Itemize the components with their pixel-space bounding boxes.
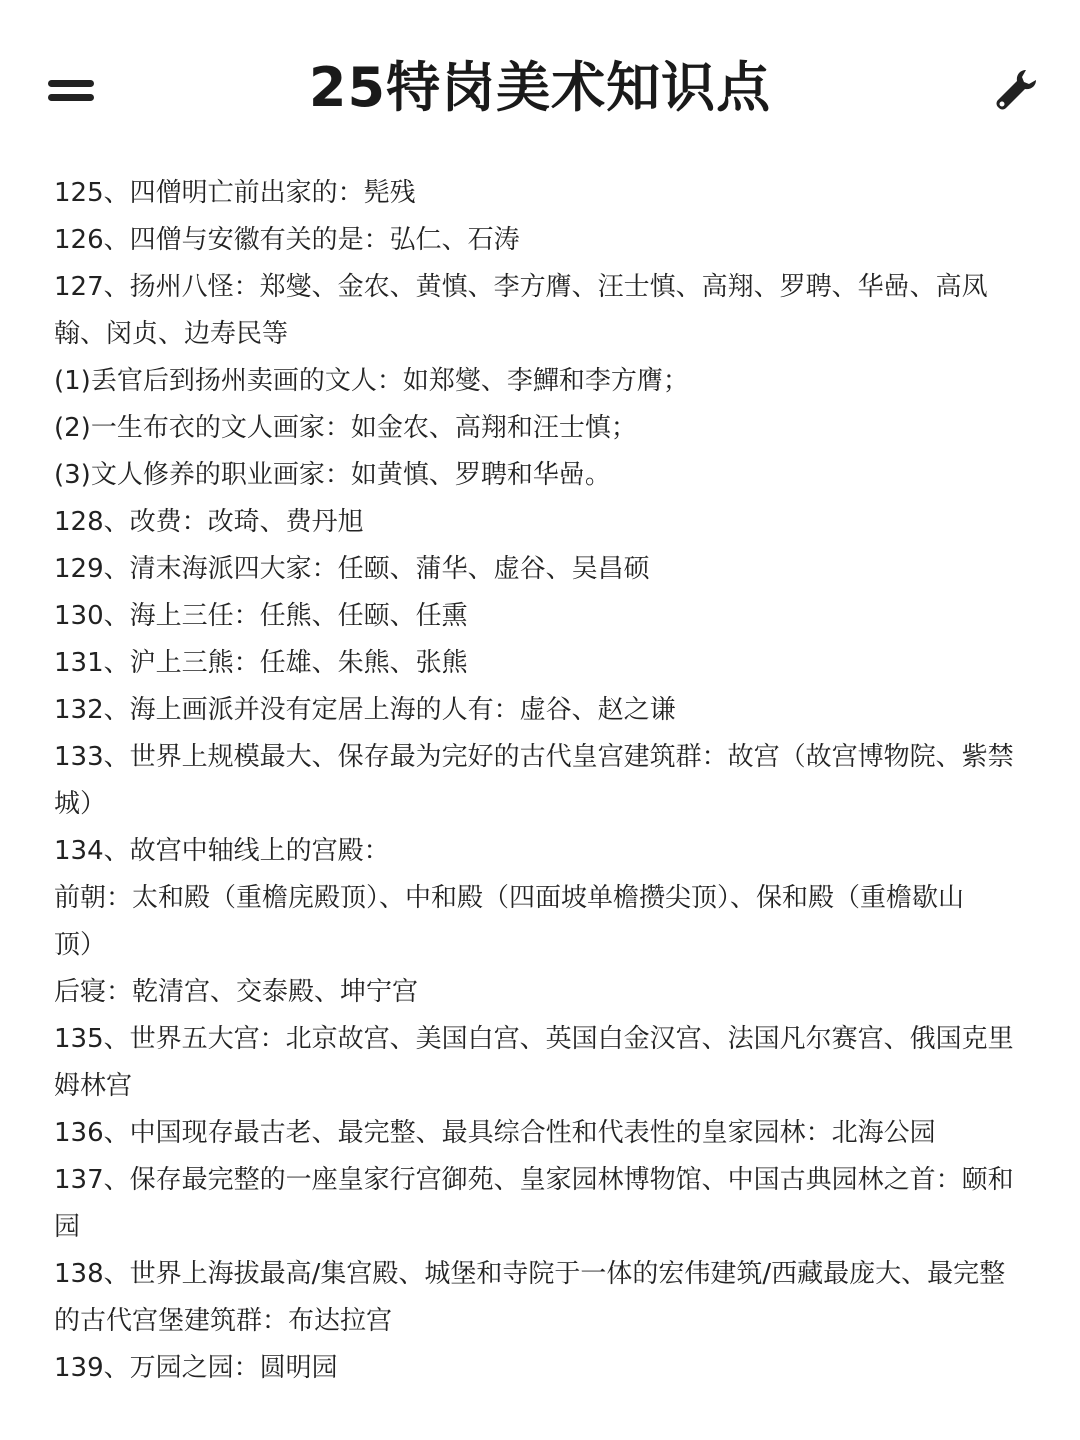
list-item: 126、四僧与安徽有关的是：弘仁、石涛 [54,225,520,255]
list-item: 园 [54,1212,81,1242]
list-item: (2)一生布衣的文人画家：如金农、高翔和汪士慎； [54,413,637,443]
list-item: 139、万园之园：圆明园 [54,1353,338,1383]
list-item: 顶） [54,930,107,960]
list-item: 133、世界上规模最大、保存最为完好的古代皇宫建筑群：故宫（故宫博物院、紫禁 [54,742,1014,772]
list-item: 134、故宫中轴线上的宫殿： [54,836,390,866]
list-item: 131、沪上三熊：任雄、朱熊、张熊 [54,648,468,678]
list-item: 前朝：太和殿（重檐庑殿顶）、中和殿（四面坡单檐攒尖顶）、保和殿（重檐歇山 [54,883,965,913]
list-item: (1)丢官后到扬州卖画的文人：如郑燮、李鱓和李方膺； [54,366,689,396]
list-item: 后寝：乾清宫、交泰殿、坤宁宫 [54,977,419,1007]
list-item: 128、改费：改琦、费丹旭 [54,507,364,537]
list-item: 翰、闵贞、边寿民等 [54,319,289,349]
list-item: 129、清末海派四大家：任颐、蒲华、虚谷、吴昌硕 [54,554,650,584]
list-item: 的古代宫堡建筑群：布达拉宫 [54,1306,393,1336]
list-item: 137、保存最完整的一座皇家行宫御苑、皇家园林博物馆、中国古典园林之首：颐和 [54,1165,1014,1195]
list-item: (3)文人修养的职业画家：如黄慎、罗聘和华喦。 [54,460,611,490]
list-item: 135、世界五大宫：北京故宫、美国白宫、英国白金汉宫、法国凡尔赛宫、俄国克里 [54,1024,1014,1054]
page-title: 25特岗美术知识点 [308,56,772,119]
wrench-icon[interactable] [992,66,1040,114]
list-item: 城） [54,789,107,819]
knowledge-list [54,170,1026,1392]
header-bar [0,0,1080,180]
list-item: 132、海上画派并没有定居上海的人有：虚谷、赵之谦 [54,695,676,725]
list-item: 125、四僧明亡前出家的：髡残 [54,178,416,208]
list-item: 姆林宫 [54,1071,133,1101]
list-item: 127、扬州八怪：郑燮、金农、黄慎、李方膺、汪士慎、高翔、罗聘、华喦、高凤 [54,272,988,302]
list-item: 138、世界上海拔最高/集宫殿、城堡和寺院于一体的宏伟建筑/西藏最庞大、最完整 [54,1259,1006,1289]
list-item: 136、中国现存最古老、最完整、最具综合性和代表性的皇家园林：北海公园 [54,1118,936,1148]
list-item: 130、海上三任：任熊、任颐、任熏 [54,601,468,631]
